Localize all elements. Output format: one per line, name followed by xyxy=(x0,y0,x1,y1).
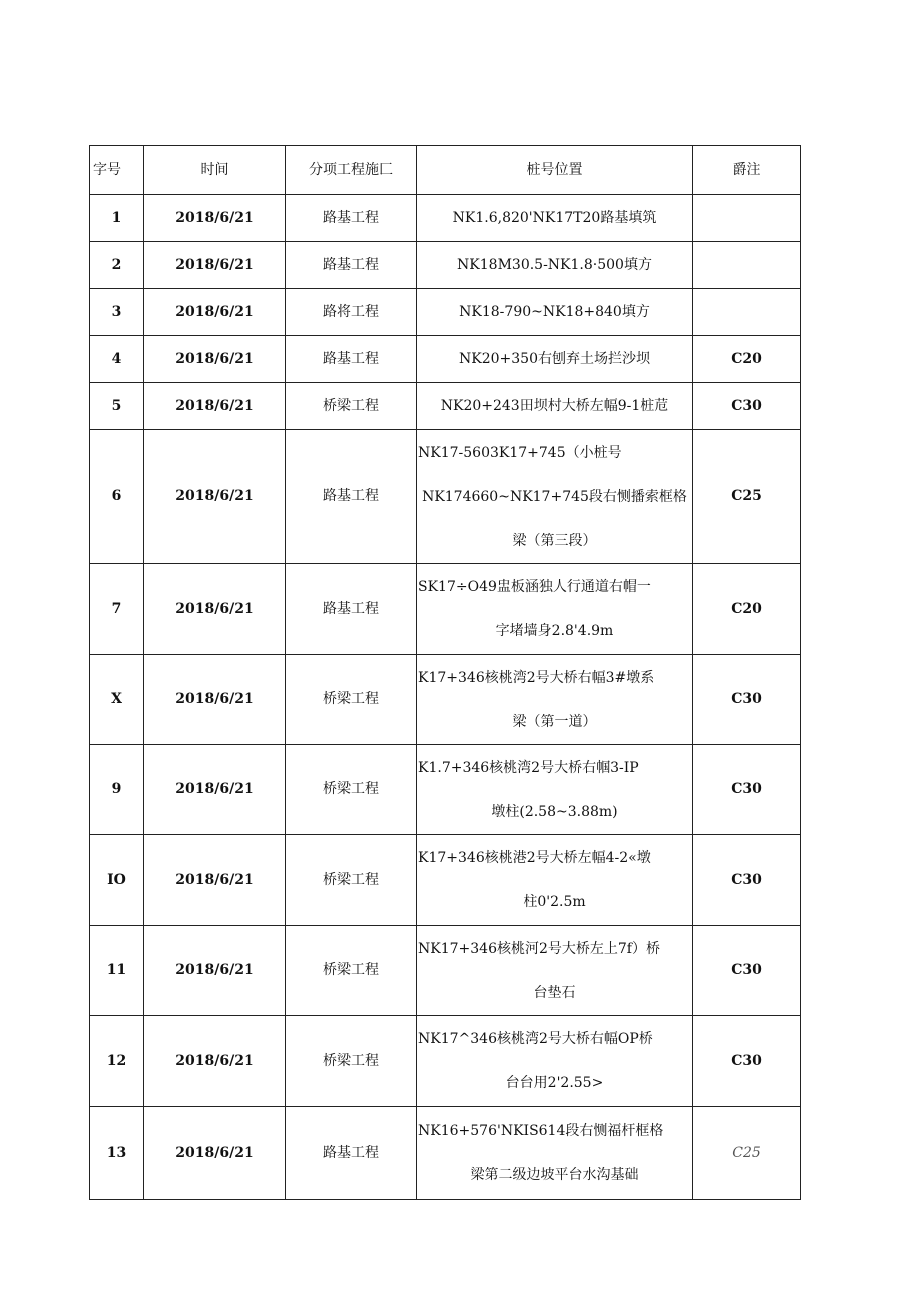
row-work-type: 路基工程 xyxy=(286,195,417,242)
row-index: 3 xyxy=(90,289,144,336)
row-location-line: 墩柱(2.58~3.88m) xyxy=(491,803,618,820)
row-date: 2018/6/21 xyxy=(144,655,286,745)
row-date: 2018/6/21 xyxy=(144,1107,286,1200)
row-location-line: K1.7+346核桃湾2号大桥右帼3-IP xyxy=(418,759,639,776)
row-index: 1 xyxy=(90,195,144,242)
row-date: 2018/6/21 xyxy=(144,1016,286,1107)
row-index: X xyxy=(90,655,144,745)
row-index: IO xyxy=(90,835,144,926)
row-location-line: NK17^346核桃湾2号大桥右幅OP桥 xyxy=(418,1031,653,1047)
row-work-type: 桥梁工程 xyxy=(286,655,417,745)
header-row xyxy=(90,146,801,195)
header-time: 时间 xyxy=(144,146,286,195)
row-location-line: 柱0'2.5m xyxy=(523,894,586,910)
row-location xyxy=(417,430,693,564)
row-grade xyxy=(693,242,801,289)
row-grade: C30 xyxy=(693,383,801,430)
row-date: 2018/6/21 xyxy=(144,383,286,430)
row-date: 2018/6/21 xyxy=(144,430,286,564)
row-grade: C30 xyxy=(693,835,801,926)
table-row xyxy=(90,745,801,835)
row-grade: C25 xyxy=(693,430,801,564)
row-location xyxy=(417,926,693,1016)
row-location xyxy=(417,195,693,242)
row-work-type: 路基工程 xyxy=(286,430,417,564)
header-item: 分项工程施匚 xyxy=(286,146,417,195)
table-row xyxy=(90,835,801,926)
row-location-line: K17+346核桃湾2号大桥右幅3#墩系 xyxy=(418,669,655,686)
header-location: 桩号位置 xyxy=(417,146,693,195)
table-row xyxy=(90,336,801,383)
row-work-type: 路将工程 xyxy=(286,289,417,336)
row-location-line: 台垫石 xyxy=(533,984,576,1001)
row-index: 12 xyxy=(90,1016,144,1107)
row-location-line: K17+346核桃港2号大桥左幅4-2«墩 xyxy=(418,850,651,866)
row-location xyxy=(417,336,693,383)
row-location-line: NK174660~NK17+745段右恻播索框格 xyxy=(422,488,687,505)
row-date: 2018/6/21 xyxy=(144,745,286,835)
row-location xyxy=(417,383,693,430)
row-location xyxy=(417,1107,693,1200)
row-location-line: 梁（第一道） xyxy=(512,713,597,730)
table-row xyxy=(90,383,801,430)
row-grade: C25 xyxy=(693,1107,801,1200)
row-grade: C30 xyxy=(693,655,801,745)
row-grade: C20 xyxy=(693,564,801,655)
row-date: 2018/6/21 xyxy=(144,289,286,336)
row-date: 2018/6/21 xyxy=(144,195,286,242)
row-work-type: 桥梁工程 xyxy=(286,1016,417,1107)
row-location-line: 梁第二级边坡平台水沟基础 xyxy=(470,1167,639,1183)
row-location-line: NK20+243田坝村大桥左幅9-1桩苊 xyxy=(440,397,669,414)
row-index: 13 xyxy=(90,1107,144,1200)
row-date: 2018/6/21 xyxy=(144,336,286,383)
row-location-line: NK17+346核桃河2号大桥左上7f）桥 xyxy=(418,940,660,957)
table-row xyxy=(90,1016,801,1107)
row-location xyxy=(417,835,693,926)
table-row xyxy=(90,430,801,564)
row-location xyxy=(417,289,693,336)
row-work-type: 桥梁工程 xyxy=(286,926,417,1016)
row-location-line: SK17÷O49盅板涵独人行通道右帽一 xyxy=(418,579,651,595)
row-location-line: NK20+350右刨弃土场拦沙坝 xyxy=(459,350,650,367)
row-grade xyxy=(693,289,801,336)
row-index: 2 xyxy=(90,242,144,289)
row-date: 2018/6/21 xyxy=(144,835,286,926)
row-date: 2018/6/21 xyxy=(144,564,286,655)
row-location-line: NK1.6,820'NK17T20路基填筑 xyxy=(452,209,657,226)
table-row xyxy=(90,655,801,745)
row-location-line: NK18-790~NK18+840填方 xyxy=(459,303,650,320)
row-work-type: 路基工程 xyxy=(286,564,417,655)
table-row xyxy=(90,926,801,1016)
table-row xyxy=(90,1107,801,1200)
table-row xyxy=(90,195,801,242)
row-grade: C30 xyxy=(693,926,801,1016)
row-index: 11 xyxy=(90,926,144,1016)
table-body xyxy=(90,146,801,1200)
table-row xyxy=(90,564,801,655)
row-date: 2018/6/21 xyxy=(144,926,286,1016)
row-location xyxy=(417,564,693,655)
row-grade: C30 xyxy=(693,745,801,835)
row-location xyxy=(417,1016,693,1107)
row-location-line: NK18M30.5-NK1.8·500填方 xyxy=(457,256,652,273)
row-location xyxy=(417,242,693,289)
row-work-type: 路基工程 xyxy=(286,1107,417,1200)
header-note: 爵注 xyxy=(693,146,801,195)
row-grade: C20 xyxy=(693,336,801,383)
row-date: 2018/6/21 xyxy=(144,242,286,289)
row-location-line: NK16+576'NKIS614段右恻福杆框格 xyxy=(418,1123,664,1139)
row-work-type: 桥梁工程 xyxy=(286,835,417,926)
table-row xyxy=(90,242,801,289)
row-work-type: 桥梁工程 xyxy=(286,383,417,430)
row-index: 7 xyxy=(90,564,144,655)
row-index: 6 xyxy=(90,430,144,564)
table-row xyxy=(90,289,801,336)
row-grade xyxy=(693,195,801,242)
row-location xyxy=(417,655,693,745)
row-location-line: NK17-5603K17+745（小桩号 xyxy=(418,444,622,461)
row-index: 9 xyxy=(90,745,144,835)
construction-log-table xyxy=(89,145,801,1200)
row-work-type: 路基工程 xyxy=(286,242,417,289)
row-index: 4 xyxy=(90,336,144,383)
row-location-line: 梁（第三段） xyxy=(512,532,597,549)
header-index: 字号 xyxy=(90,146,144,195)
row-grade: C30 xyxy=(693,1016,801,1107)
row-location-line: 字堵墙身2.8'4.9m xyxy=(495,623,614,639)
row-work-type: 桥梁工程 xyxy=(286,745,417,835)
row-work-type: 路基工程 xyxy=(286,336,417,383)
row-index: 5 xyxy=(90,383,144,430)
row-location xyxy=(417,745,693,835)
row-location-line: 台台用2'2.55> xyxy=(505,1075,604,1091)
